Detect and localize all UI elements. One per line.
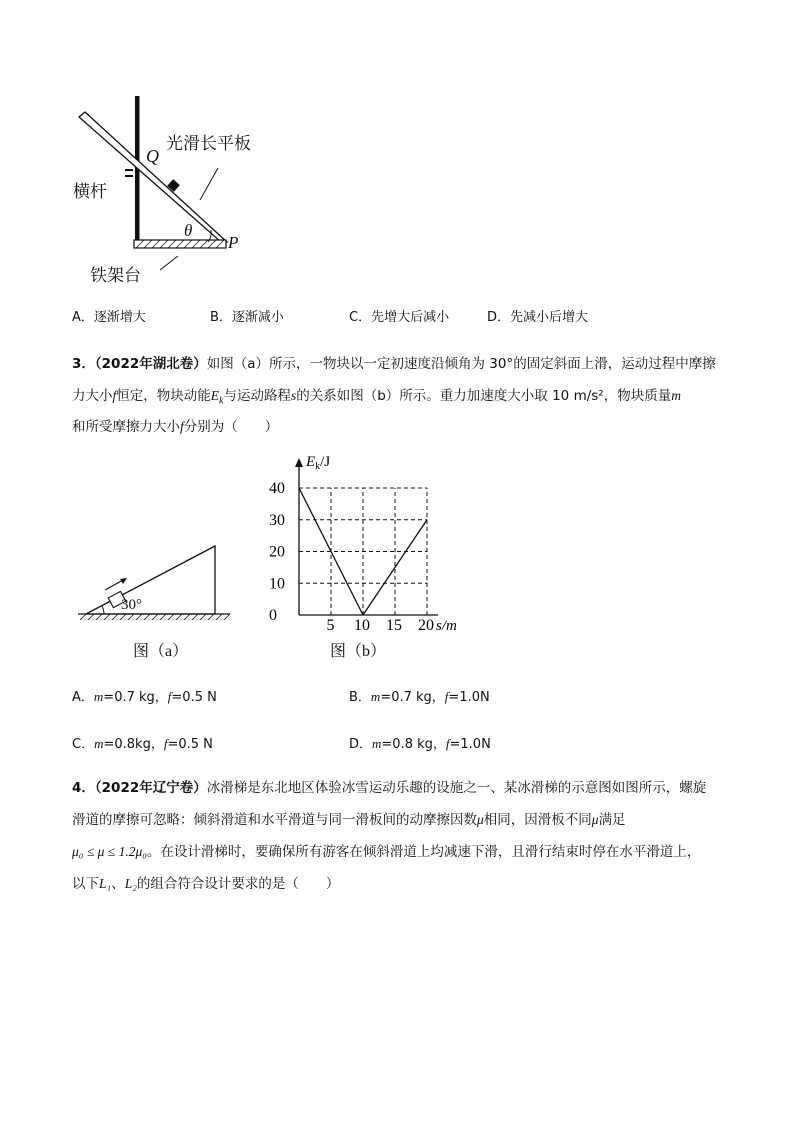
chart-axes — [295, 458, 438, 615]
y-tick-label: 20 — [269, 543, 285, 561]
label-p: P — [228, 233, 239, 252]
q4-line-4: 以下L₁、L₂的组合符合设计要求的是（ ） — [72, 876, 340, 892]
angle-label: 30° — [121, 597, 142, 613]
fig-b-caption: 图（b） — [330, 643, 387, 660]
y-tick-label: 40 — [269, 480, 285, 497]
q2-option-b[interactable]: B．逐渐减小 — [210, 310, 284, 325]
label-board: 光滑长平板 — [166, 134, 251, 154]
y-axis-arrow — [295, 458, 303, 467]
x-tick-label: 20 — [418, 617, 434, 632]
label-q: Q — [146, 146, 159, 166]
label-stand: 铁架台 — [90, 266, 141, 286]
incline-triangle — [86, 546, 215, 614]
fig-a-caption: 图（a） — [133, 643, 189, 660]
x-tick-label: 5 — [326, 617, 335, 632]
x-axis-label: s/m — [436, 618, 457, 632]
q2-option-c[interactable]: C．先增大后减小 — [349, 310, 450, 325]
incline-figure-a — [78, 538, 238, 626]
stand-leader — [160, 256, 178, 270]
label-rod: 横杆 — [73, 182, 107, 202]
q4-line-3: μ₀ ≤ μ ≤ 1.2μ₀。在设计滑梯时，要确保所有游客在倾斜滑道上均减速下滑，且滑行结束时停在水平滑道上， — [72, 844, 701, 860]
y-axis-label: $E_k/J$ — [306, 454, 331, 472]
ek-s-chart — [262, 452, 472, 632]
q3-option-b[interactable]: B．m=0.7 kg，f=1.0N — [349, 689, 490, 705]
q3-line-1: 3．（2022年湖北卷）如图（a）所示，一物块以一定初速度沿倾角为 30°的固定斜面上滑，运动过程中摩擦 — [72, 356, 716, 372]
label-theta: θ — [184, 221, 193, 240]
q4-line-2: 滑道的摩擦可忽略：倾斜滑道和水平滑道与同一滑板间的动摩擦因数μ相同，因滑板不同μ满足 — [72, 812, 626, 828]
q3-option-d[interactable]: D．m=0.8 kg，f=1.0N — [349, 736, 491, 752]
q3-line-3: 和所受摩擦力大小f分别为（ ） — [72, 419, 279, 435]
x-tick-label: 15 — [386, 617, 402, 632]
y-tick-label: 0 — [269, 607, 277, 624]
q3-option-a[interactable]: A．m=0.7 kg，f=0.5 N — [72, 689, 217, 705]
ground-hatching — [80, 614, 230, 620]
chart-grid — [299, 488, 427, 615]
chart-tick-labels — [269, 480, 434, 632]
x-tick-label: 10 — [354, 617, 370, 632]
board-leader — [200, 168, 218, 200]
q4-line-1: 4．（2022年辽宁卷）冰滑梯是东北地区体验冰雪运动乐趣的设施之一、某冰滑梯的示意图如图所示，螺旋 — [72, 780, 707, 796]
q3-line-2: 力大小f恒定，物块动能$E_k$与运动路程s的关系如图（b）所示。重力加速度大小取 10 m/s²，物块质量m — [72, 388, 681, 407]
y-tick-label: 10 — [269, 575, 285, 593]
y-tick-label: 30 — [269, 511, 285, 529]
q3-option-c[interactable]: C．m=0.8kg，f=0.5 N — [72, 736, 213, 752]
q2-option-a[interactable]: A．逐渐增大 — [72, 310, 146, 325]
q2-option-d[interactable]: D．先减小后增大 — [487, 310, 589, 325]
